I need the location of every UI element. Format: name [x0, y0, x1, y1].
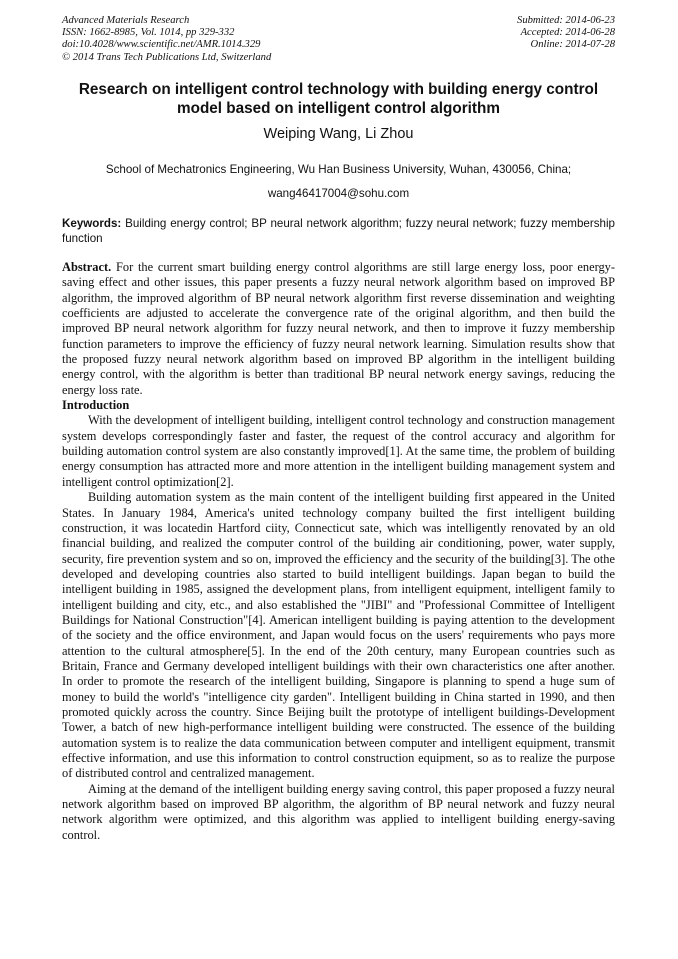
keywords-text: Building energy control; BP neural network algorithm; fuzzy neural network; fuzzy membership function [62, 217, 615, 245]
paragraph: Aiming at the demand of the intelligent building energy saving control, this paper proposed a fuzzy neural network algorithm based on improved BP algorithm, the algorithm of BP neural network and fuzzy neural network algorithm were optimized, and this algorithm was applied to intelligent building energy-saving control. [62, 781, 615, 842]
author-affiliation: School of Mechatronics Engineering, Wu Han Business University, Wuhan, 430056, China; [105, 163, 572, 176]
accepted-date: Accepted: 2014-06-28 [520, 27, 615, 39]
paragraph: Building automation system as the main content of the intelligent building first appeared in the United States. In January 1984, America's united technology company builted the first intelligent building construction, it was locatedin Hartford ciity, Connecticut sate, which was intelligently renovated by an old financial building, and realized the computer control of the building air conditioning, power, water supply, security, fire prevention system and so on, improved the efficiency and the security of the building[3]. The othe developed and developing countries also started to build intelligent buildings. Japan began to build the intelligent building in 1985, assigned the development plans, from intelligent equipment, intelligent family to intelligent building and city, etc., and also established the "JIBI" and "Professional Committee of Intelligent Buildings for National Construction"[4]. American intelligent building is paying attention to the development of the society and the office environment, and Japan would focus on the users' requirements who pays more attention to the cultural atmosphere[5]. In the end of the 20th century, many European countries such as Britain, France and Germany developed intelligent buildings with their own characteristics one after another. In order to promote the research of the intelligent building, Singapore is planning to spend a huge sum of money to build the world's "intelligence city garden". Intelligent building in China started in 1990, and then promoted quickly across the country. Since Beijing built the prototype of intelligent buildings-Development Tower, a batch of new high-performance intelligent building were constructed. The essence of the building automation system is to realize the data communication between computer and intelligent equipment, transmit effective information, and use this information to control construction equipment, so as to realize the purpose of distributed control and centralized management. [62, 490, 615, 781]
journal-copyright: © 2014 Trans Tech Publications Ltd, Switzerland [62, 51, 272, 63]
keywords [62, 216, 615, 246]
paper-authors: Weiping Wang, Li Zhou [263, 126, 414, 142]
abstract [62, 260, 615, 398]
publication-dates [395, 15, 615, 52]
journal-info [62, 15, 362, 64]
journal-doi: doi:10.4028/www.scientific.net/AMR.1014.329 [62, 39, 261, 51]
paragraph: With the development of intelligent building, intelligent control technology and construction management system develops correspondingly faster and faster, the request of the control accuracy and algorithm for building automation control system are also constantly improved[1]. At the same time, the problem of building energy consumption has attracted more and more attention in the intelligent building management system and intelligent control optimization[2]. [62, 413, 615, 489]
abstract-text: For the current smart building energy control algorithms are still large energy loss, poor energy-saving effect and other issues, this paper presents a fuzzy neural network algorithm based on improved BP algorithm, the improved algorithm of BP neural network algorithm first reverse dissemination and weighting coefficients are adjusted to accelerate the convergence rate of the original algorithm, and then build the improved BP neural network algorithm for fuzzy neural network, and then to improve it fuzzy membership function parameters to improve the efficiency of fuzzy neural network learning. Simulation results show that the proposed fuzzy neural network algorithm based on improved BP algorithm in the intelligent building energy control, with the algorithm is better than traditional BP neural network energy savings, reducing the energy loss rate. [62, 260, 615, 397]
online-date: Online: 2014-07-28 [530, 39, 615, 51]
journal-name: Advanced Materials Research [62, 15, 190, 26]
abstract-label: Abstract. [62, 260, 112, 274]
author-email[interactable]: wang46417004@sohu.com [267, 187, 410, 200]
paper-body [62, 260, 615, 843]
paper-title: Research on intelligent control technology with building energy control model based on intelligent control algorithm [78, 81, 599, 117]
keywords-label: Keywords: [62, 217, 122, 230]
journal-issn: ISSN: 1662-8985, Vol. 1014, pp 329-332 [62, 27, 235, 39]
section-heading-introduction: Introduction [62, 398, 130, 413]
submitted-date: Submitted: 2014-06-23 [517, 15, 615, 26]
